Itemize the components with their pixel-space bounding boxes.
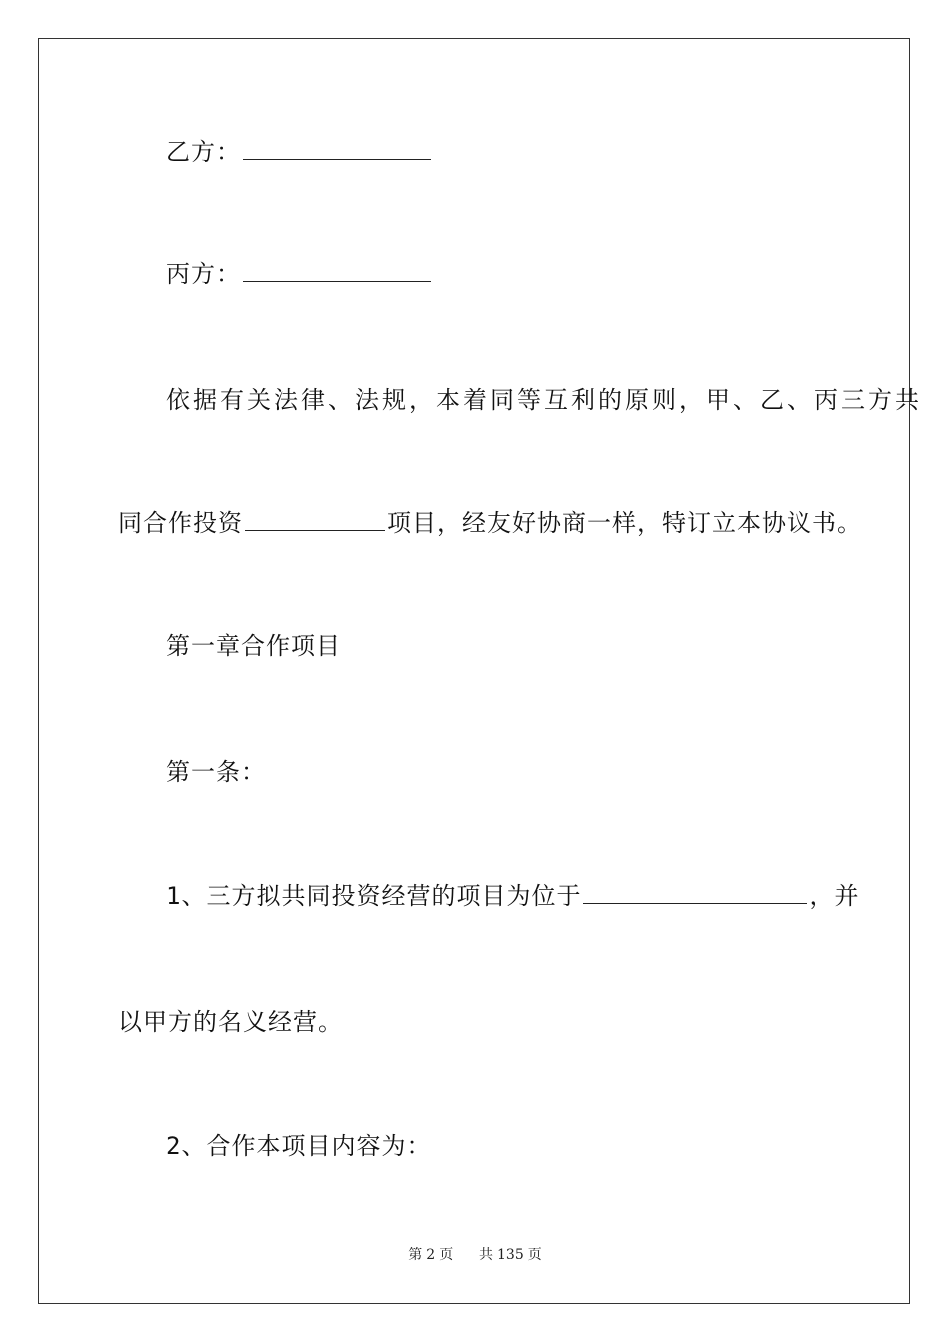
item-1-text-2: 以甲方的名义经营。 [118, 1008, 343, 1036]
page-number: 2 [426, 1247, 436, 1263]
chapter-title-line [118, 626, 848, 666]
intro-text-2b: 项目，经友好协商一样，特订立本协议书。 [387, 509, 862, 537]
item-1-line [118, 876, 860, 916]
page-prefix: 第 [408, 1247, 423, 1263]
party-b-blank [243, 135, 431, 160]
item-1-text-b: ，并 [809, 882, 860, 910]
article-title: 第一条： [166, 758, 266, 786]
page-footer [0, 1244, 950, 1264]
article-title-line [118, 752, 848, 792]
party-b-line [118, 132, 848, 172]
total-indicator [477, 1247, 544, 1263]
location-blank [583, 879, 807, 904]
intro-line-2 [118, 503, 862, 543]
page-indicator [406, 1247, 455, 1263]
page-frame [38, 38, 910, 1304]
party-c-label: 丙方： [166, 260, 241, 288]
item-1-line-2 [118, 1002, 848, 1042]
intro-text-1: 依据有关法律、法规，本着同等互利的原则，甲、乙、丙三方共 [166, 386, 922, 414]
total-prefix: 共 [479, 1247, 493, 1263]
party-c-line [118, 254, 848, 294]
item-2-line [118, 1126, 848, 1166]
item-2-text: 2、合作本项目内容为： [166, 1132, 432, 1160]
party-c-blank [243, 257, 431, 282]
intro-line-1 [118, 380, 922, 420]
party-b-label: 乙方： [166, 138, 241, 166]
chapter-title: 第一章合作项目 [166, 632, 341, 660]
item-1-text-a: 1、三方拟共同投资经营的项目为位于 [166, 882, 582, 910]
page-suffix: 页 [439, 1247, 454, 1263]
total-suffix: 页 [527, 1247, 542, 1263]
intro-text-2a: 同合作投资 [118, 509, 243, 537]
project-name-blank [245, 506, 385, 531]
total-pages: 135 [497, 1247, 524, 1263]
